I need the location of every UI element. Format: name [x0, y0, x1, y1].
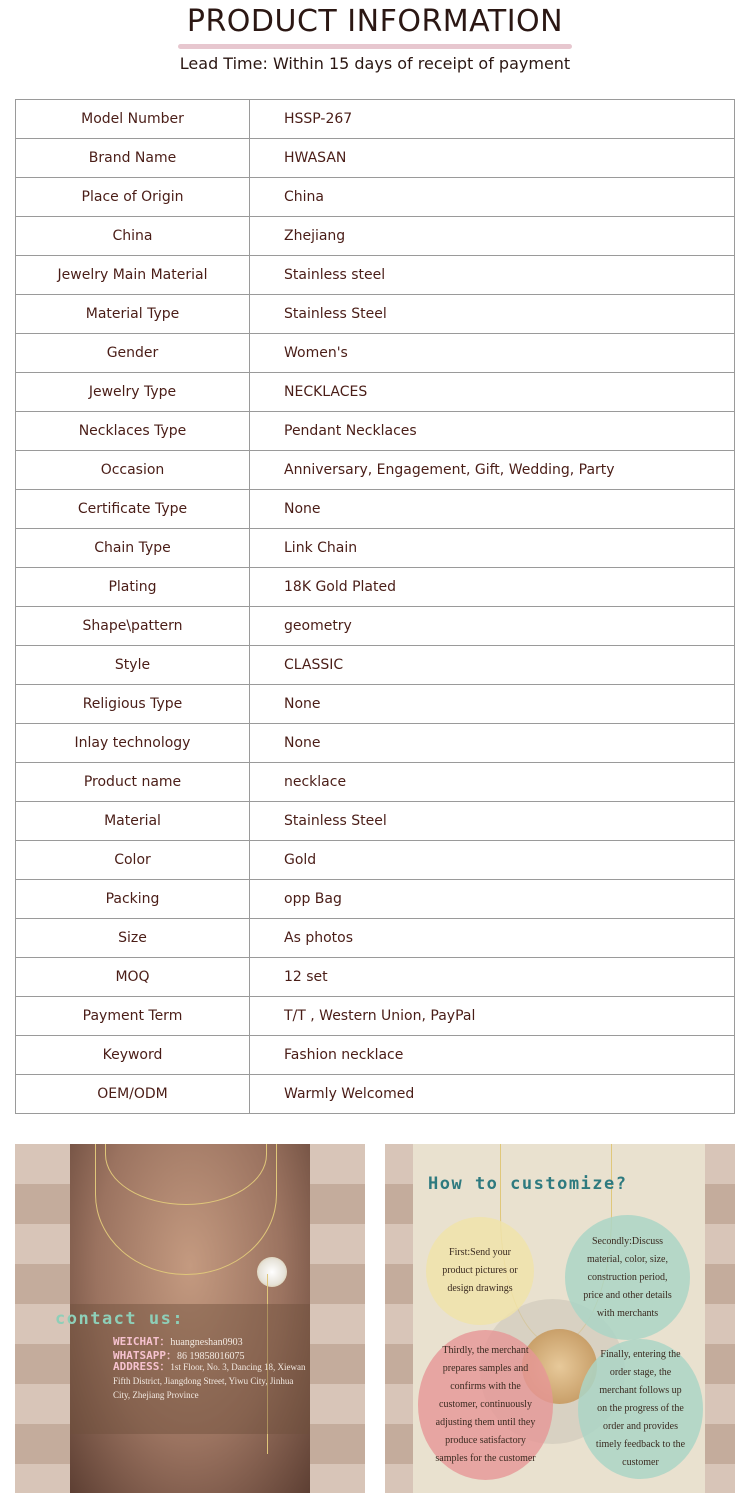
spec-key: China: [16, 217, 250, 256]
sun-pendant: [257, 1257, 287, 1287]
spec-value: Stainless steel: [250, 256, 735, 295]
spec-row: [16, 763, 735, 802]
address-label: ADDRESS：: [113, 1360, 171, 1373]
spec-row: [16, 802, 735, 841]
spec-value: necklace: [250, 763, 735, 802]
spec-row: [16, 139, 735, 178]
photo-side-right: [310, 1144, 365, 1493]
spec-value: None: [250, 724, 735, 763]
contact-title: contact us:: [55, 1309, 185, 1329]
spec-value: Stainless Steel: [250, 295, 735, 334]
spec-value: HWASAN: [250, 139, 735, 178]
spec-key: Product name: [16, 763, 250, 802]
customize-title: How to customize?: [428, 1174, 628, 1194]
spec-key: Material Type: [16, 295, 250, 334]
spec-value: None: [250, 685, 735, 724]
spec-key: Size: [16, 919, 250, 958]
spec-key: Shape\pattern: [16, 607, 250, 646]
spec-row: [16, 529, 735, 568]
spec-key: Occasion: [16, 451, 250, 490]
spec-value: Link Chain: [250, 529, 735, 568]
spec-key: Gender: [16, 334, 250, 373]
spec-row: [16, 412, 735, 451]
spec-value: HSSP-267: [250, 100, 735, 139]
photo-side-left-2: [385, 1144, 413, 1493]
spec-value: CLASSIC: [250, 646, 735, 685]
spec-key: Packing: [16, 880, 250, 919]
step-1-bubble: First:Send your product pictures or design drawings: [426, 1217, 534, 1325]
spec-row: [16, 997, 735, 1036]
contact-photo: [15, 1144, 365, 1493]
spec-row: [16, 178, 735, 217]
spec-value: Women's: [250, 334, 735, 373]
spec-row: [16, 451, 735, 490]
spec-key: Place of Origin: [16, 178, 250, 217]
spec-key: Color: [16, 841, 250, 880]
spec-value: NECKLACES: [250, 373, 735, 412]
photo-side-right-2: [705, 1144, 735, 1493]
spec-value: None: [250, 490, 735, 529]
spec-row: [16, 295, 735, 334]
spec-row: [16, 1075, 735, 1114]
spec-value: T/T , Western Union, PayPal: [250, 997, 735, 1036]
step-2-bubble: Secondly:Discuss material, color, size, construction period, price and other details with merchants: [565, 1215, 690, 1340]
spec-value: China: [250, 178, 735, 217]
spec-key: Brand Name: [16, 139, 250, 178]
spec-row: [16, 373, 735, 412]
title-underline: [178, 44, 572, 49]
spec-key: Style: [16, 646, 250, 685]
spec-key: Payment Term: [16, 997, 250, 1036]
spec-key: Plating: [16, 568, 250, 607]
spec-row: [16, 607, 735, 646]
spec-row: [16, 958, 735, 997]
page-title: PRODUCT INFORMATION: [186, 4, 564, 39]
spec-value: 18K Gold Plated: [250, 568, 735, 607]
spec-row: [16, 334, 735, 373]
spec-value: Zhejiang: [250, 217, 735, 256]
spec-value: As photos: [250, 919, 735, 958]
spec-value: Gold: [250, 841, 735, 880]
spec-key: Inlay technology: [16, 724, 250, 763]
spec-row: [16, 646, 735, 685]
spec-row: [16, 1036, 735, 1075]
spec-row: [16, 256, 735, 295]
spec-key: MOQ: [16, 958, 250, 997]
spec-key: Certificate Type: [16, 490, 250, 529]
spec-row: [16, 568, 735, 607]
customize-photo: [385, 1144, 735, 1493]
wechat-label: WEICHAT：: [113, 1335, 171, 1348]
spec-value: Fashion necklace: [250, 1036, 735, 1075]
wechat-value: huangneshan0903: [170, 1337, 243, 1348]
spec-value: Pendant Necklaces: [250, 412, 735, 451]
spec-row: [16, 880, 735, 919]
lead-time-text: Lead Time: Within 15 days of receipt of payment: [179, 54, 571, 73]
spec-value: 12 set: [250, 958, 735, 997]
spec-key: Religious Type: [16, 685, 250, 724]
spec-row: [16, 490, 735, 529]
address-value: 1st Floor, No. 3, Dancing 18, Xiewan Fifth District, Jiangdong Street, Yiwu City, Jinhua City, Zhejiang Province: [113, 1362, 306, 1400]
spec-value: Anniversary, Engagement, Gift, Wedding, Party: [250, 451, 735, 490]
spec-key: Jewelry Type: [16, 373, 250, 412]
spec-key: Chain Type: [16, 529, 250, 568]
spec-value: geometry: [250, 607, 735, 646]
spec-key: Necklaces Type: [16, 412, 250, 451]
spec-row: [16, 841, 735, 880]
spec-row: [16, 100, 735, 139]
spec-value: Warmly Welcomed: [250, 1075, 735, 1114]
spec-value: opp Bag: [250, 880, 735, 919]
spec-key: Jewelry Main Material: [16, 256, 250, 295]
step-4-bubble: Finally, entering the order stage, the merchant follows up on the progress of the order and provides timely feedback to the customer: [578, 1339, 703, 1479]
spec-key: Keyword: [16, 1036, 250, 1075]
step-3-bubble: Thirdly, the merchant prepares samples and confirms with the customer, continuously adjusting them until they produce satisfactory samples for the customer: [418, 1330, 553, 1480]
spec-row: [16, 685, 735, 724]
spec-row: [16, 217, 735, 256]
address-block: [113, 1360, 308, 1402]
spec-row: [16, 724, 735, 763]
spec-value: Stainless Steel: [250, 802, 735, 841]
spec-table: [15, 99, 735, 1114]
whatsapp-value: 86 19858016075: [176, 1351, 245, 1362]
spec-key: Material: [16, 802, 250, 841]
spec-row: [16, 919, 735, 958]
spec-key: Model Number: [16, 100, 250, 139]
spec-key: OEM/ODM: [16, 1075, 250, 1114]
whatsapp-label: WHATSAPP：: [113, 1349, 177, 1362]
